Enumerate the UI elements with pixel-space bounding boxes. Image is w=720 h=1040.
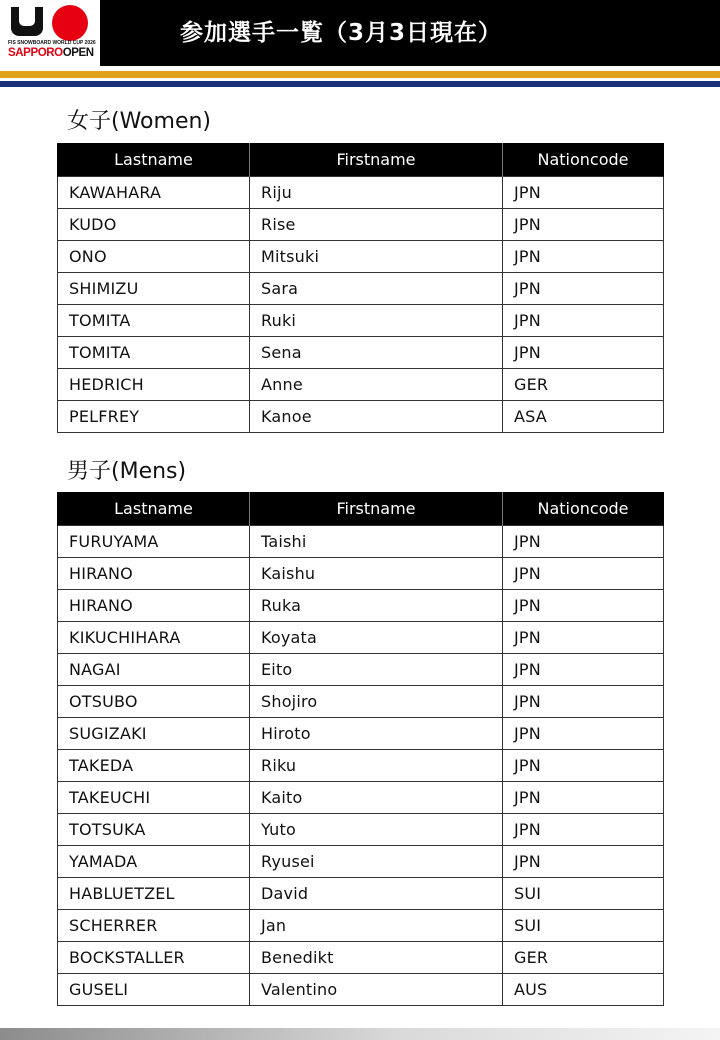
cell-lastname: KUDO — [58, 209, 250, 241]
page-title: 参加選手一覧（3月3日現在） — [180, 20, 503, 46]
cell-firstname: Benedikt — [250, 942, 503, 974]
cell-firstname: Sara — [250, 273, 503, 305]
table-row — [58, 622, 664, 654]
cell-nationcode: JPN — [503, 273, 664, 305]
cell-lastname: TOTSUKA — [58, 814, 250, 846]
cell-nationcode: JPN — [503, 686, 664, 718]
cell-nationcode: JPN — [503, 750, 664, 782]
cell-lastname: TAKEDA — [58, 750, 250, 782]
cell-lastname: YAMADA — [58, 846, 250, 878]
table-row — [58, 686, 664, 718]
cell-firstname: Ruka — [250, 590, 503, 622]
cell-firstname: David — [250, 878, 503, 910]
cell-firstname: Kanoe — [250, 401, 503, 433]
cell-lastname: HIRANO — [58, 590, 250, 622]
cell-nationcode: JPN — [503, 241, 664, 273]
cell-nationcode: SUI — [503, 878, 664, 910]
cell-lastname: HIRANO — [58, 558, 250, 590]
cell-nationcode: JPN — [503, 654, 664, 686]
cell-lastname: KAWAHARA — [58, 177, 250, 209]
cell-firstname: Taishi — [250, 526, 503, 558]
cell-firstname: Jan — [250, 910, 503, 942]
table-row — [58, 910, 664, 942]
table-row — [58, 942, 664, 974]
cell-firstname: Kaishu — [250, 558, 503, 590]
women-table — [57, 143, 664, 433]
table-row — [58, 369, 664, 401]
cell-lastname: HEDRICH — [58, 369, 250, 401]
cell-firstname: Ryusei — [250, 846, 503, 878]
cell-lastname: BOCKSTALLER — [58, 942, 250, 974]
table-row — [58, 814, 664, 846]
header-bar — [0, 0, 720, 66]
cell-lastname: SUGIZAKI — [58, 718, 250, 750]
table-row — [58, 846, 664, 878]
column-header-firstname: Firstname — [250, 492, 503, 526]
table-header-row — [58, 143, 664, 177]
cell-nationcode: JPN — [503, 526, 664, 558]
cell-nationcode: JPN — [503, 814, 664, 846]
table-row — [58, 590, 664, 622]
cell-lastname: SHIMIZU — [58, 273, 250, 305]
cell-firstname: Kaito — [250, 782, 503, 814]
cell-nationcode: GER — [503, 942, 664, 974]
cell-nationcode: SUI — [503, 910, 664, 942]
cell-lastname: TOMITA — [58, 305, 250, 337]
cell-firstname: Valentino — [250, 974, 503, 1006]
cell-firstname: Hiroto — [250, 718, 503, 750]
cell-firstname: Riju — [250, 177, 503, 209]
men-section-title: 男子(Mens) — [67, 459, 187, 484]
cell-lastname: TAKEUCHI — [58, 782, 250, 814]
cell-firstname: Koyata — [250, 622, 503, 654]
cell-firstname: Ruki — [250, 305, 503, 337]
cell-nationcode: JPN — [503, 622, 664, 654]
cell-nationcode: ASA — [503, 401, 664, 433]
column-header-firstname: Firstname — [250, 143, 503, 177]
cell-nationcode: JPN — [503, 718, 664, 750]
cell-lastname: ONO — [58, 241, 250, 273]
logo-sun-icon — [52, 5, 88, 41]
column-header-nationcode: Nationcode — [503, 143, 664, 177]
cell-firstname: Shojiro — [250, 686, 503, 718]
cell-nationcode: GER — [503, 369, 664, 401]
cell-firstname: Eito — [250, 654, 503, 686]
cell-nationcode: JPN — [503, 177, 664, 209]
cell-nationcode: JPN — [503, 846, 664, 878]
logo-subtitle: FIS SNOWBOARD WORLD CUP 2026 — [8, 40, 96, 46]
cell-lastname: GUSELI — [58, 974, 250, 1006]
table-header-row — [58, 492, 664, 526]
logo-wordmark-a: SAPPORO — [8, 47, 63, 59]
cell-nationcode: JPN — [503, 337, 664, 369]
cell-lastname: SCHERRER — [58, 910, 250, 942]
logo-wordmark — [8, 46, 98, 60]
cell-lastname: PELFREY — [58, 401, 250, 433]
column-header-lastname: Lastname — [58, 492, 250, 526]
cell-firstname: Mitsuki — [250, 241, 503, 273]
cell-nationcode: AUS — [503, 974, 664, 1006]
table-row — [58, 558, 664, 590]
cell-lastname: FURUYAMA — [58, 526, 250, 558]
logo-wordmark-b: OPEN — [62, 47, 94, 59]
cell-firstname: Rise — [250, 209, 503, 241]
table-row — [58, 337, 664, 369]
footer-gradient-bar — [0, 1028, 720, 1040]
cell-lastname: HABLUETZEL — [58, 878, 250, 910]
cell-nationcode: JPN — [503, 590, 664, 622]
table-row — [58, 273, 664, 305]
column-header-lastname: Lastname — [58, 143, 250, 177]
table-row — [58, 241, 664, 273]
navy-stripe — [0, 81, 720, 87]
table-row — [58, 750, 664, 782]
cell-lastname: TOMITA — [58, 337, 250, 369]
table-row — [58, 526, 664, 558]
cell-nationcode: JPN — [503, 305, 664, 337]
cell-lastname: OTSUBO — [58, 686, 250, 718]
gold-stripe — [0, 71, 720, 78]
cell-firstname: Yuto — [250, 814, 503, 846]
cell-lastname: KIKUCHIHARA — [58, 622, 250, 654]
table-row — [58, 974, 664, 1006]
column-header-nationcode: Nationcode — [503, 492, 664, 526]
table-row — [58, 878, 664, 910]
cell-firstname: Sena — [250, 337, 503, 369]
cell-nationcode: JPN — [503, 558, 664, 590]
table-row — [58, 209, 664, 241]
table-row — [58, 654, 664, 686]
table-row — [58, 782, 664, 814]
cell-nationcode: JPN — [503, 209, 664, 241]
table-row — [58, 401, 664, 433]
event-logo — [0, 0, 100, 66]
cell-nationcode: JPN — [503, 782, 664, 814]
table-row — [58, 177, 664, 209]
table-row — [58, 305, 664, 337]
logo-mark-icon — [10, 6, 44, 38]
men-table — [57, 492, 664, 1006]
cell-firstname: Anne — [250, 369, 503, 401]
table-row — [58, 718, 664, 750]
women-section-title: 女子(Women) — [67, 109, 211, 134]
cell-firstname: Riku — [250, 750, 503, 782]
cell-lastname: NAGAI — [58, 654, 250, 686]
